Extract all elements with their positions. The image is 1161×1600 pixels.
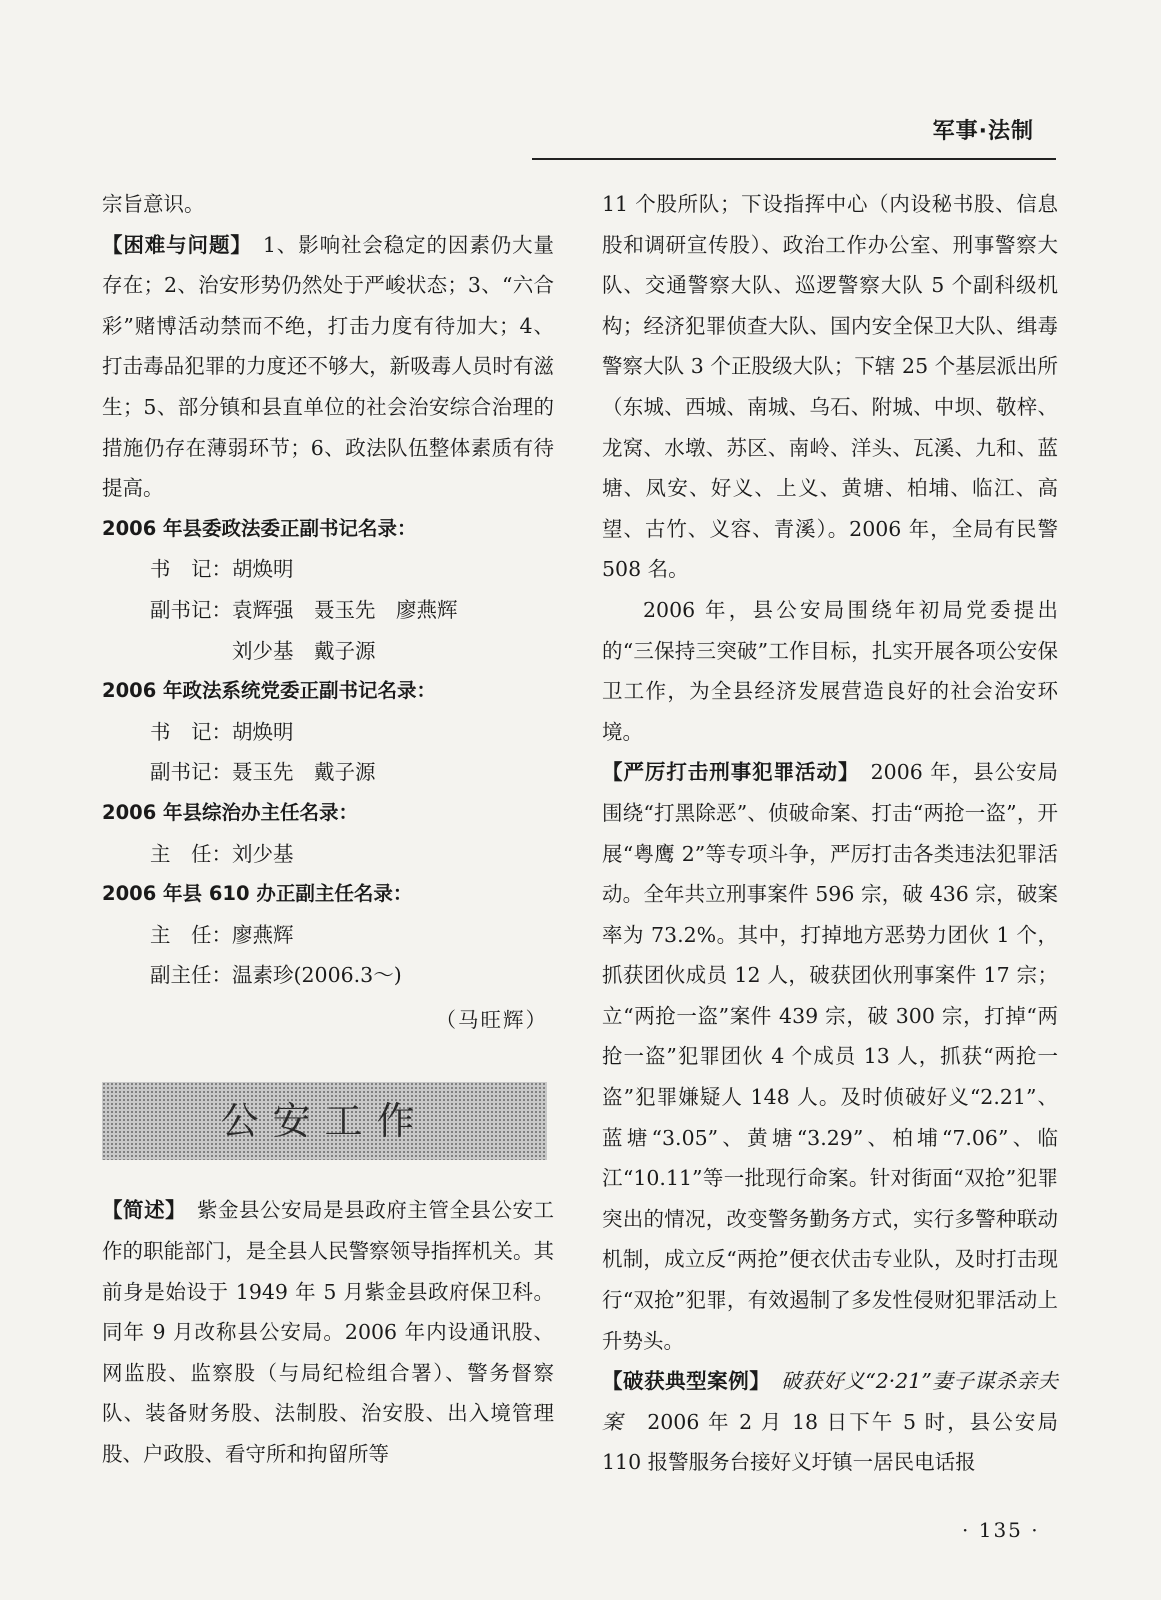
page-number: · 135 · [962, 1518, 1040, 1542]
overview-text: 紫金县公安局是县政府主管全县公安工作的职能部门，是全县人民警察领导指挥机关。其前身是始设于 1949 年 5 月紫金县政府保卫科。同年 9 月改称县公安局。2006 年内设通讯股、网监股、监察股（与局纪检组合署）、警务督察队、装备财务股、法制股、治安股、出入境管理股、户政股、看守所和拘留所等 [102, 1198, 555, 1467]
roster1-row: 副书记：袁辉强 聂玉先 廖燕辉 [150, 597, 458, 622]
roster4-row: 主 任：廖燕辉 [150, 922, 294, 947]
difficulties-paragraph [102, 225, 554, 509]
goal-paragraph: 2006 年，县公安局围绕年初局党委提出的“三保持三突破”工作目标，扎实开展各项公安保卫工作，为全县经济发展营造良好的社会治安环境。 [602, 597, 1058, 744]
roster1-heading: 2006 年县委政法委正副书记名录： [102, 516, 417, 540]
roster2-heading: 2006 年政法系统党委正副书记名录： [102, 679, 437, 703]
roster1-row: 书 记：胡焕明 [150, 557, 294, 582]
author-credit: （马旺辉） [435, 1007, 548, 1032]
roster4-row: 副主任：温素珍(2006.3～) [150, 963, 402, 988]
cases-text: 2006 年 2 月 18 日下午 5 时，县公安局 110 报警服务台接好义圩镇一居民电话报 [602, 1409, 1059, 1475]
roster3-row: 主 任：刘少基 [150, 841, 294, 866]
intro-text: 宗旨意识。 [102, 192, 205, 216]
roster4-heading: 2006 年县 610 办正副主任名录： [102, 882, 413, 906]
left-column [102, 184, 554, 1475]
roster1-continuation: 刘少基 戴子源 [232, 638, 376, 663]
crackdown-paragraph [602, 752, 1058, 1361]
overview-continuation: 11 个股所队；下设指挥中心（内设秘书股、信息股和调研宣传股）、政治工作办公室、刑事警察大队、交通警察大队、巡逻警察大队 5 个副科级机构；经济犯罪侦查大队、国内安全保卫大队、缉毒警察大队 3 个正股级大队；下辖 25 个基层派出所（东城、西城、南城、乌石、附城、中坝、敬梓、龙窝、水墩、苏区、南岭、洋头、瓦溪、九和、蓝塘、凤安、好义、上义、黄塘、柏埔、临江、高望、古竹、义容、青溪）。2006 年，全局有民警 508 名。 [602, 192, 1058, 582]
cases-tag: 【破获典型案例】 [602, 1369, 761, 1394]
cases-paragraph [602, 1361, 1058, 1483]
section-title: 公安工作 [220, 1099, 429, 1144]
overview-paragraph [102, 1190, 554, 1474]
case-title: 破获好义“2·21”妻子谋杀亲夫案 [602, 1369, 1059, 1434]
roster2-row: 书 记：胡焕明 [150, 719, 294, 744]
crackdown-tag: 【严厉打击刑事犯罪活动】 [602, 760, 850, 785]
page-header [532, 108, 1056, 160]
right-column [602, 184, 1058, 1483]
difficulties-tag: 【困难与问题】 [102, 232, 242, 257]
roster2-row: 副书记：聂玉先 戴子源 [150, 760, 376, 785]
section-banner [102, 1082, 547, 1160]
header-title: 军事·法制 [932, 119, 1034, 144]
crackdown-text: 2006 年，县公安局围绕“打黑除恶”、侦破命案、打击“两抢一盗”，开展“粤鹰 2”等专项斗争，严厉打击各类违法犯罪活动。全年共立刑事案件 596 宗，破 436 宗，破案率为 73.2%。其中，打掉地方恶势力团伙 1 个，抓获团伙成员 12 人，破获团伙刑事案件 17 宗；立“两抢一盗”案件 439 宗，破 300 宗，打掉“两抢一盗”犯罪团伙 4 个成员 13 人，抓获“两抢一盗”犯罪嫌疑人 148 人。及时侦破好义“2.21”、蓝塘“3.05”、黄塘“3.29”、柏埔“7.06”、临江“10.11”等一批现行命案。针对街面“双抢”犯罪突出的情况，改变警务勤务方式，实行多警种联动机制，成立反“两抢”便衣伏击专业队，及时打击现行“双抢”犯罪，有效遏制了多发性侵财犯罪活动上升势头。 [602, 760, 1059, 1353]
difficulties-text: 1、影响社会稳定的因素仍大量存在；2、治安形势仍然处于严峻状态；3、“六合彩”赌博活动禁而不绝，打击力度有待加大；4、打击毒品犯罪的力度还不够大，新吸毒人员时有滋生；5、部分镇和县直单位的社会治安综合治理的措施仍存在薄弱环节；6、政法队伍整体素质有待提高。 [102, 232, 554, 501]
roster3-heading: 2006 年县综治办主任名录： [102, 800, 359, 824]
overview-tag: 【简述】 [102, 1198, 176, 1223]
